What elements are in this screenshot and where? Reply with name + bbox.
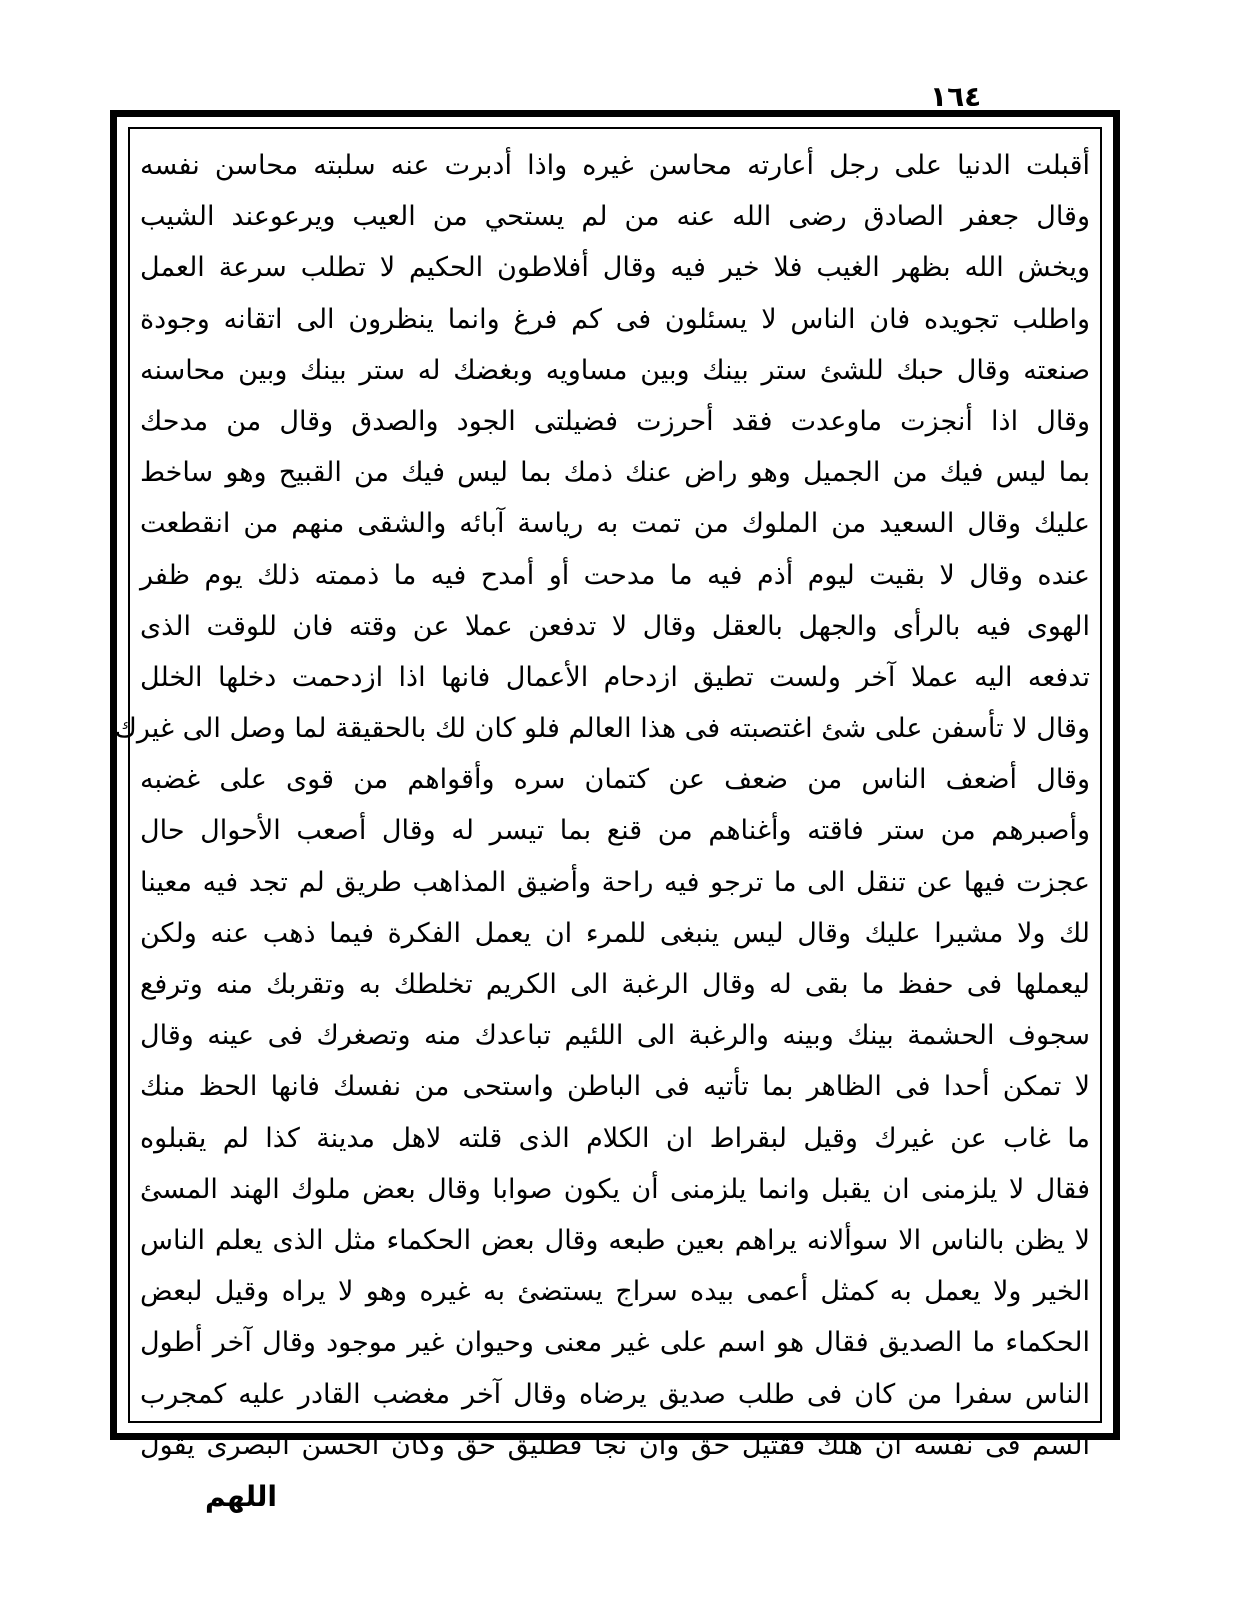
text-line: ويخش الله بظهر الغيب فلا خير فيه وقال أفلاطون الحكيم لا تطلب سرعة العمل bbox=[140, 252, 1090, 284]
text-line: الناس سفرا من كان فى طلب صديق يرضاه وقال آخر مغضب القادر عليه كمجرب bbox=[140, 1378, 1090, 1410]
text-line: سجوف الحشمة بينك وبينه والرغبة الى اللئيم تباعدك منه وتصغرك فى عينه وقال bbox=[140, 1020, 1090, 1052]
text-line: ما غاب عن غيرك وقيل لبقراط ان الكلام الذى قلته لاهل مدينة كذا لم يقبلوه bbox=[140, 1122, 1090, 1154]
text-line: وقال اذا أنجزت ماوعدت فقد أحرزت فضيلتى الجود والصدق وقال من مدحك bbox=[140, 405, 1090, 437]
text-line: وقال جعفر الصادق رضى الله عنه من لم يستحي من العيب ويرعوعند الشيب bbox=[140, 201, 1090, 233]
text-line: عجزت فيها عن تنقل الى ما ترجو فيه راحة وأضيق المذاهب طريق لم تجد فيه معينا bbox=[140, 866, 1090, 898]
text-line: لا تمكن أحدا فى الظاهر بما تأتيه فى الباطن واستحى من نفسك فانها الحظ منك bbox=[140, 1071, 1090, 1103]
text-line: الحكماء ما الصديق فقال هو اسم على غير معنى وحيوان غير موجود وقال آخر أطول bbox=[140, 1327, 1090, 1359]
text-line: فقال لا يلزمنى ان يقبل وانما يلزمنى أن يكون صوابا وقال بعض ملوك الهند المسئ bbox=[140, 1173, 1090, 1205]
text-line: وقال لا تأسفن على شئ اغتصبته فى هذا العالم فلو كان لك بالحقيقة لما وصل الى غيرك bbox=[114, 713, 1090, 745]
text-line: عنده وقال لا بقيت ليوم أذم فيه ما مدحت أو أمدح فيه ما ذممته ذلك يوم ظفر bbox=[140, 559, 1090, 591]
text-line: الخير ولا يعمل به كمثل أعمى بيده سراج يستضئ به غيره وهو لا يراه وقيل لبعض bbox=[140, 1276, 1090, 1308]
text-line: واطلب تجويده فان الناس لا يسئلون فى كم فرغ وانما ينظرون الى اتقانه وجودة bbox=[140, 303, 1090, 335]
text-line: لك ولا مشيرا عليك وقال ليس ينبغى للمرء ان يعمل الفكرة فيما ذهب عنه ولكن bbox=[140, 917, 1090, 949]
text-line: وقال أضعف الناس من ضعف عن كتمان سره وأقواهم من قوى على غضبه bbox=[140, 764, 1090, 796]
text-line: أقبلت الدنيا على رجل أعارته محاسن غيره واذا أدبرت عنه سلبته محاسن نفسه bbox=[140, 150, 1090, 181]
page-number: ١٦٤ bbox=[930, 80, 982, 113]
text-line: لا يظن بالناس الا سوألانه يراهم بعين طبعه وقال بعض الحكماء مثل الذى يعلم الناس bbox=[140, 1224, 1090, 1256]
text-line: السم فى نفسه ان هلك فقتيل حق وان نجا فطليق حق وكان الحسن البصرى يقول bbox=[140, 1429, 1090, 1461]
text-line: وأصبرهم من ستر فاقته وأغناهم من قنع بما تيسر له وقال أصعب الأحوال حال bbox=[140, 815, 1090, 847]
body-text bbox=[114, 140, 1090, 1461]
catchword: اللهم bbox=[205, 1480, 277, 1513]
text-line: ليعملها فى حفظ ما بقى له وقال الرغبة الى الكريم تخلطك به وتقربك منه وترفع bbox=[140, 969, 1090, 1000]
text-line: صنعته وقال حبك للشئ ستر بينك وبين مساويه وبغضك له ستر بينك وبين محاسنه bbox=[140, 354, 1090, 386]
text-line: الهوى فيه بالرأى والجهل بالعقل وقال لا تدفعن عملا عن وقته فان للوقت الذى bbox=[140, 610, 1090, 642]
text-line: عليك وقال السعيد من الملوك من تمت به رياسة آبائه والشقى منهم من انقطعت bbox=[140, 508, 1090, 540]
text-line: تدفعه اليه عملا آخر ولست تطيق ازدحام الأعمال فانها اذا ازدحمت دخلها الخلل bbox=[140, 661, 1090, 693]
text-line: بما ليس فيك من الجميل وهو راض عنك ذمك بما ليس فيك من القبيح وهو ساخط bbox=[140, 457, 1090, 489]
